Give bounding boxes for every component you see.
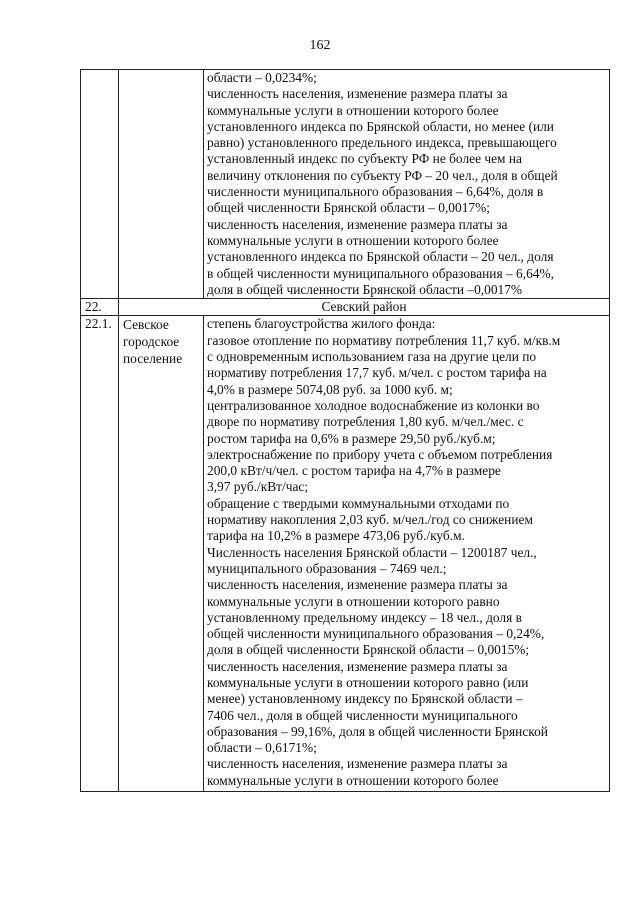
text-line: коммунальные услуги в отношении которого более: [207, 232, 499, 248]
text-line: поселение: [123, 351, 183, 367]
text-line: степень благоустройства жилого фонда:: [207, 316, 436, 332]
entry-number: 22.1.: [81, 316, 119, 792]
continuation-number-cell: [81, 70, 119, 299]
text-line: 7406 чел., доля в общей численности муниципального: [207, 707, 518, 723]
text-line: доля в общей численности Брянской области – 0,0015%;: [207, 642, 530, 658]
text-line: численность населения, изменение размера платы за: [207, 216, 508, 232]
entry-row: [81, 316, 610, 792]
text-line: 200,0 кВт/ч/чел. с ростом тарифа на 4,7% в размере: [207, 463, 501, 479]
text-line: Численность населения Брянской области – 1200187 чел.,: [207, 544, 537, 560]
text-line: электроснабжение по прибору учета с объемом потребления: [207, 446, 553, 462]
text-line: в общей численности муниципального образования – 6,64%,: [207, 265, 554, 281]
text-line: 4,0% в размере 5074,08 руб. за 1000 куб. м;: [207, 381, 453, 397]
entry-lines: [207, 316, 609, 789]
continuation-lines: [207, 70, 609, 298]
text-line: тарифа на 10,2% в размере 473,06 руб./куб.м.: [207, 528, 465, 544]
text-line: величину отклонения по субъекту РФ – 20 чел., доля в общей: [207, 167, 558, 183]
text-line: численности муниципального образования – 6,64%, доля в: [207, 184, 544, 200]
district-number: 22.: [81, 299, 119, 316]
text-line: численность населения, изменение размера платы за: [207, 86, 508, 102]
entry-text-cell: [204, 316, 610, 792]
text-line: образования – 99,16%, доля в общей численности Брянской: [207, 723, 548, 739]
municipality-name-cell: [119, 316, 204, 792]
district-name: Севский район: [119, 299, 610, 316]
page-number: 162: [309, 38, 331, 53]
text-line: общей численности муниципального образования – 0,24%,: [207, 626, 545, 642]
text-line: общей численности Брянской области – 0,0017%;: [207, 200, 490, 216]
text-line: коммунальные услуги в отношении которого более: [207, 772, 499, 788]
text-line: 3,97 руб./кВт/час;: [207, 479, 309, 495]
text-line: равно) установленного предельного индекса, превышающего: [207, 135, 557, 151]
text-line: численность населения, изменение размера платы за: [207, 756, 508, 772]
text-line: установленный индекс по субъекту РФ не более чем на: [207, 151, 522, 167]
text-line: городское: [123, 334, 180, 350]
text-line: установленному предельному индексу – 18 чел., доля в: [207, 609, 522, 625]
text-line: коммунальные услуги в отношении которого равно: [207, 593, 500, 609]
continuation-text-cell: [204, 70, 610, 299]
text-line: менее) установленному индексу по Брянской области –: [207, 691, 523, 707]
text-line: газовое отопление по нормативу потребления 11,7 куб. м/кв.м: [207, 332, 561, 348]
text-line: коммунальные услуги в отношении которого более: [207, 102, 499, 118]
text-line: ростом тарифа на 0,6% в размере 29,50 руб./куб.м;: [207, 430, 496, 446]
document-table: [80, 69, 610, 792]
continuation-municipality-cell: [119, 70, 204, 299]
text-line: численность населения, изменение размера платы за: [207, 577, 508, 593]
text-line: Севское: [123, 317, 169, 333]
text-line: с одновременным использованием газа на другие цели по: [207, 349, 537, 365]
text-line: доля в общей численности Брянской области –0,0017%: [207, 281, 523, 297]
text-line: обращение с твердыми коммунальными отходами по: [207, 495, 510, 511]
municipality-name: [123, 316, 203, 367]
text-line: нормативу потребления 17,7 куб. м/чел. с ростом тарифа на: [207, 365, 547, 381]
text-line: муниципального образования – 7469 чел.;: [207, 560, 447, 576]
continuation-row: [81, 70, 610, 299]
text-line: области – 0,6171%;: [207, 740, 317, 756]
text-line: установленного индекса по Брянской области – 20 чел., доля: [207, 249, 554, 265]
text-line: коммунальные услуги в отношении которого равно (или: [207, 674, 529, 690]
text-line: численность населения, изменение размера платы за: [207, 658, 508, 674]
district-row: [81, 299, 610, 316]
text-line: области – 0,0234%;: [207, 70, 317, 85]
text-line: установленного индекса по Брянской области, но менее (или: [207, 118, 554, 134]
text-line: централизованное холодное водоснабжение из колонки во: [207, 397, 540, 413]
text-line: дворе по нормативу потребления 1,80 куб. м/чел./мес. с: [207, 414, 524, 430]
text-line: нормативу накопления 2,03 куб. м/чел./год со снижением: [207, 512, 533, 528]
